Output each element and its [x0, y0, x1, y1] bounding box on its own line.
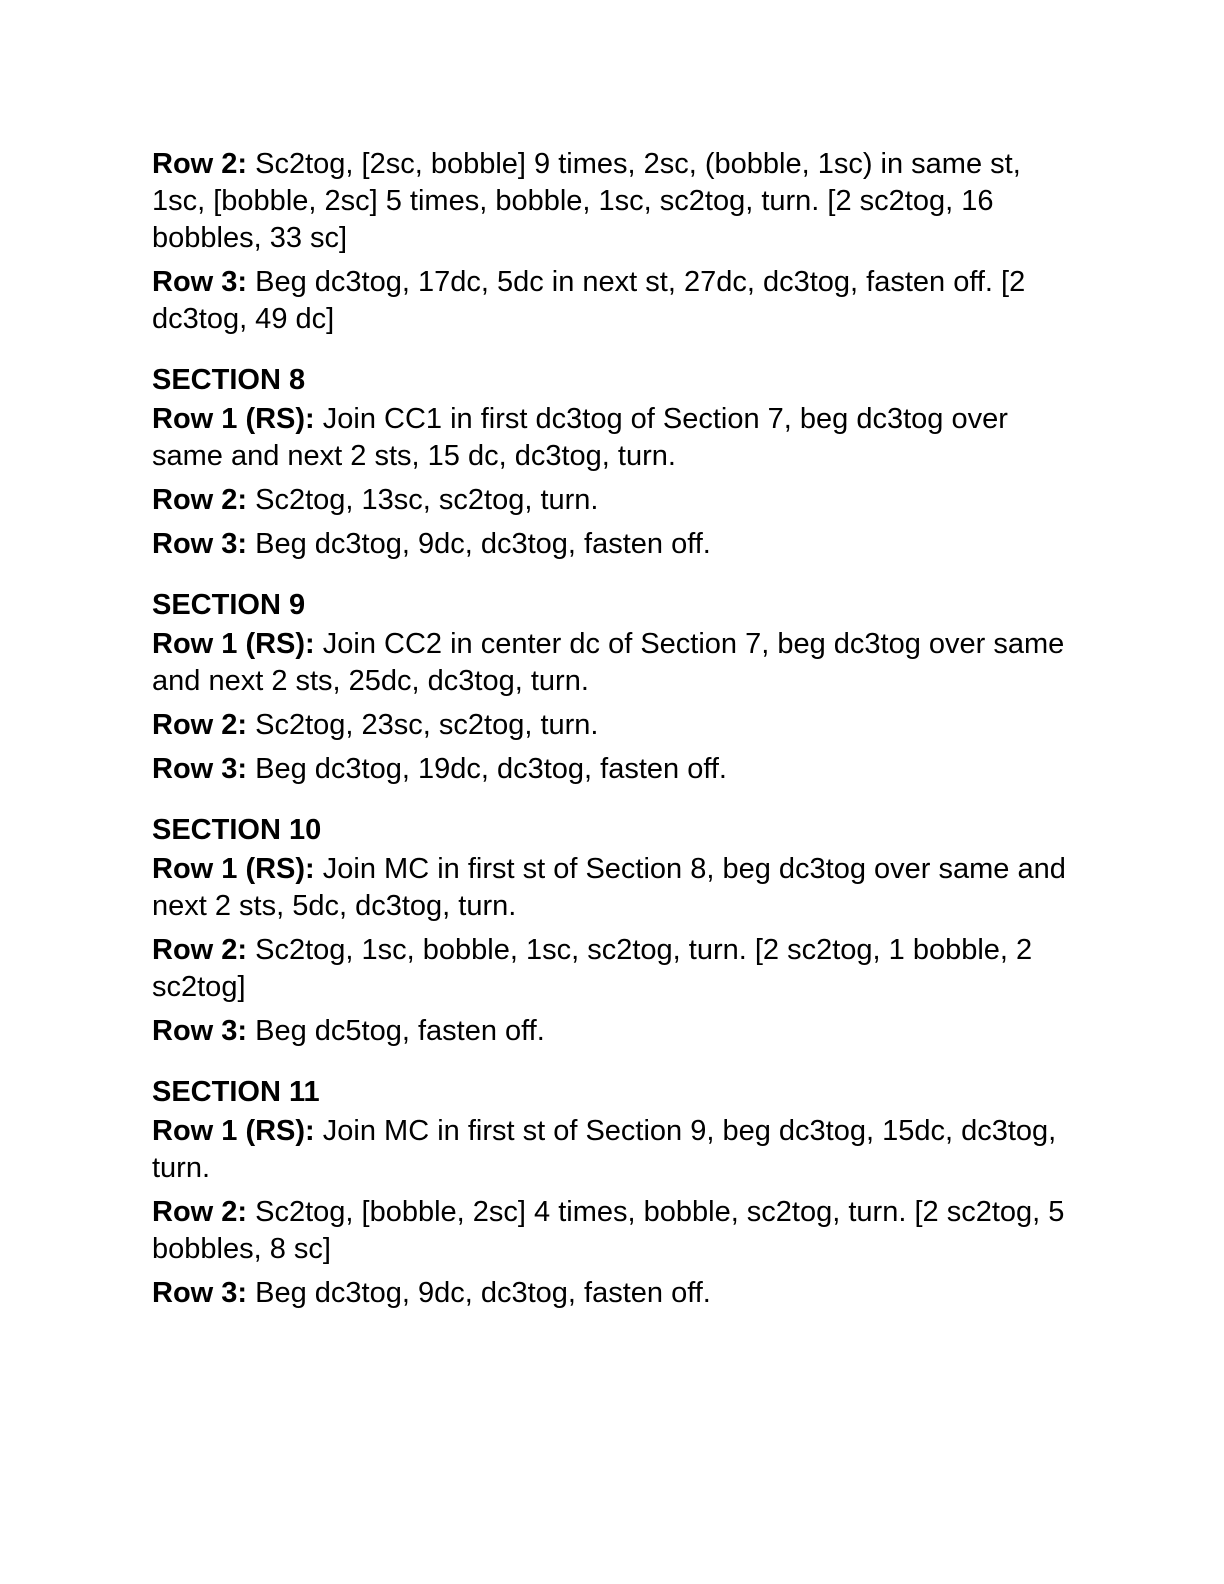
row-label: Row 2:: [152, 1196, 248, 1228]
section-heading: SECTION 11: [152, 1076, 320, 1108]
row-label: Row 2:: [152, 148, 248, 180]
row-label: Row 3:: [152, 528, 248, 560]
row-label: Row 1 (RS):: [152, 1115, 315, 1147]
row-instructions: Sc2tog, [2sc, bobble] 9 times, 2sc, (bobble, 1sc) in same st, 1sc, [bobble, 2sc] 5 times, bobble, 1sc, sc2tog, turn. [2 sc2tog, 16 bobbles, 33 sc]: [152, 148, 1021, 254]
row-label: Row 2:: [152, 709, 248, 741]
row-instructions: Sc2tog, 13sc, sc2tog, turn.: [255, 484, 599, 516]
row-instructions: Beg dc3tog, 9dc, dc3tog, fasten off.: [255, 528, 711, 560]
pattern-row: [152, 146, 1072, 257]
section-8: [152, 362, 1072, 563]
row-label: Row 1 (RS):: [152, 403, 315, 435]
section-heading: SECTION 10: [152, 814, 322, 846]
section-9: [152, 587, 1072, 788]
row-label: Row 1 (RS):: [152, 853, 315, 885]
row-instructions: Sc2tog, 23sc, sc2tog, turn.: [255, 709, 599, 741]
row-instructions: Sc2tog, [bobble, 2sc] 4 times, bobble, sc2tog, turn. [2 sc2tog, 5 bobbles, 8 sc]: [152, 1196, 1065, 1265]
pattern-row: [152, 401, 1072, 475]
row-instructions: Beg dc3tog, 19dc, dc3tog, fasten off.: [255, 753, 727, 785]
row-instructions: Beg dc5tog, fasten off.: [255, 1015, 545, 1047]
section-10: [152, 812, 1072, 1050]
pattern-text-block: [152, 146, 1072, 1319]
row-instructions: Beg dc3tog, 17dc, 5dc in next st, 27dc, dc3tog, fasten off. [2 dc3tog, 49 dc]: [152, 266, 1026, 335]
row-label: Row 3:: [152, 266, 248, 298]
pattern-row: [152, 482, 1072, 519]
pattern-row: [152, 626, 1072, 700]
row-instructions: Join MC in first st of Section 8, beg dc3tog over same and next 2 sts, 5dc, dc3tog, turn.: [152, 853, 1066, 922]
row-label: Row 2:: [152, 484, 248, 516]
row-instructions: Join MC in first st of Section 9, beg dc3tog, 15dc, dc3tog, turn.: [152, 1115, 1057, 1184]
row-instructions: Join CC2 in center dc of Section 7, beg dc3tog over same and next 2 sts, 25dc, dc3tog, turn.: [152, 628, 1065, 697]
pattern-row: [152, 1013, 1072, 1050]
row-label: Row 3:: [152, 1015, 248, 1047]
row-instructions: Beg dc3tog, 9dc, dc3tog, fasten off.: [255, 1277, 711, 1309]
row-label: Row 2:: [152, 934, 248, 966]
section-heading: SECTION 8: [152, 364, 306, 396]
section-11: [152, 1074, 1072, 1312]
pattern-row: [152, 851, 1072, 925]
pattern-row: [152, 526, 1072, 563]
pattern-row: [152, 264, 1072, 338]
pattern-row: [152, 707, 1072, 744]
pattern-row: [152, 751, 1072, 788]
row-instructions: Sc2tog, 1sc, bobble, 1sc, sc2tog, turn. [2 sc2tog, 1 bobble, 2 sc2tog]: [152, 934, 1033, 1003]
row-label: Row 1 (RS):: [152, 628, 315, 660]
pattern-row: [152, 932, 1072, 1006]
row-label: Row 3:: [152, 753, 248, 785]
pattern-row: [152, 1113, 1072, 1187]
pattern-row: [152, 1275, 1072, 1312]
pattern-row: [152, 1194, 1072, 1268]
row-instructions: Join CC1 in first dc3tog of Section 7, beg dc3tog over same and next 2 sts, 15 dc, dc3tog, turn.: [152, 403, 1008, 472]
row-label: Row 3:: [152, 1277, 248, 1309]
section-heading: SECTION 9: [152, 589, 306, 621]
